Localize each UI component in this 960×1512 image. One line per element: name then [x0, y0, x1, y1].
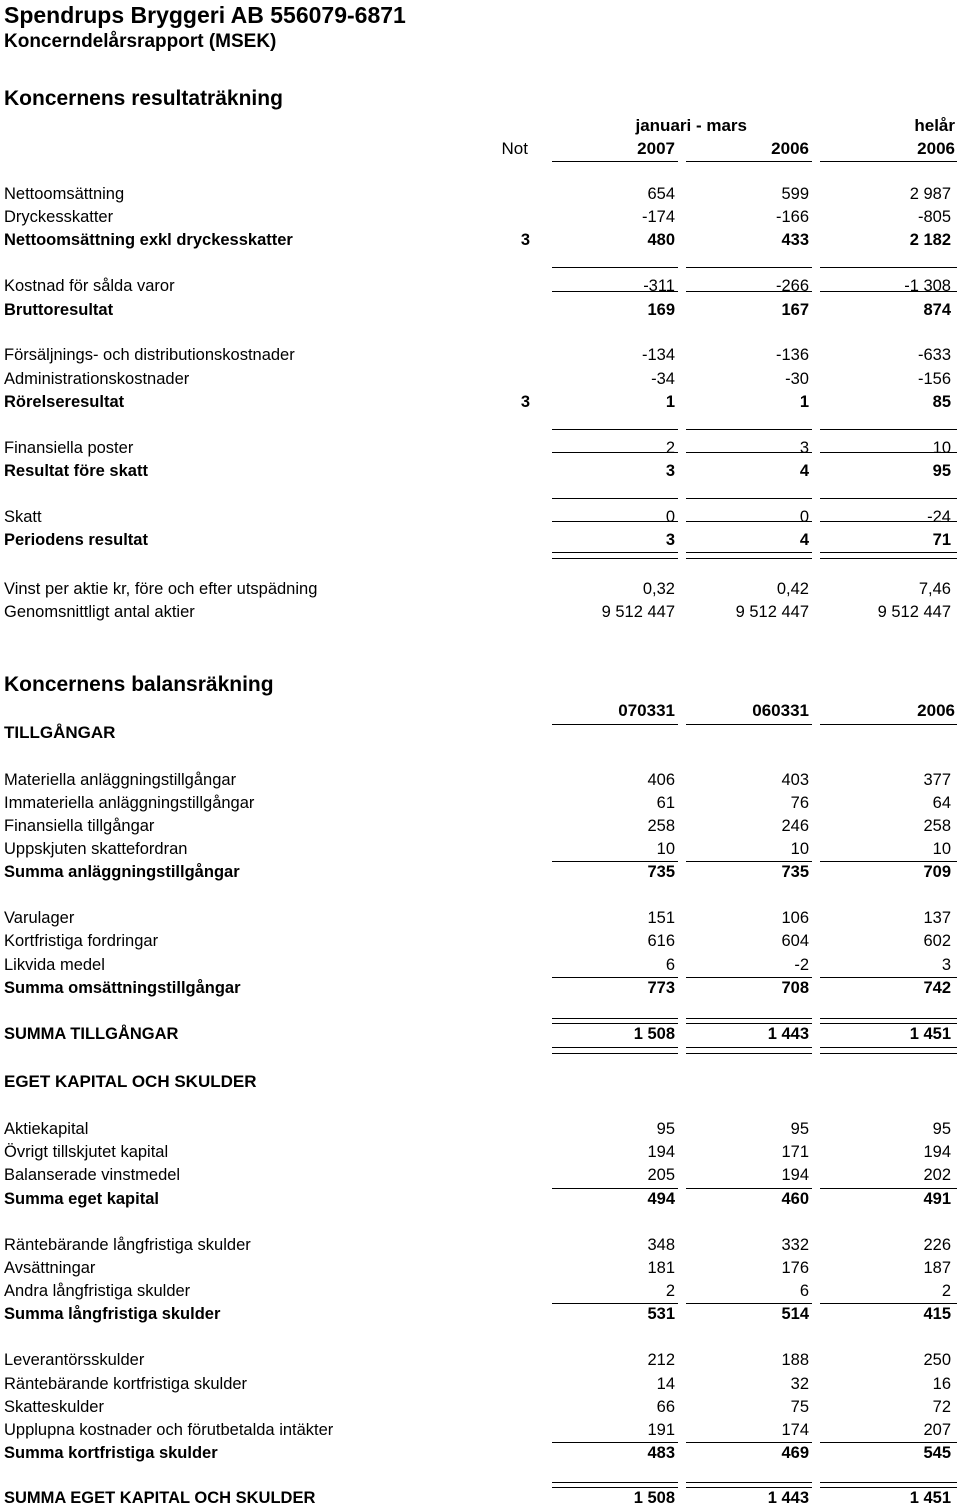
value-col3: 9 512 447 [877, 603, 951, 621]
value-col1: 3 [665, 531, 675, 549]
value-col1: 66 [656, 1398, 675, 1416]
value-col2: 9 512 447 [735, 603, 809, 621]
value-col1: -134 [641, 346, 675, 364]
note-ref: 3 [520, 231, 530, 249]
underline-rule [820, 552, 957, 553]
value-col1: 191 [647, 1421, 675, 1439]
underline-rule [686, 1018, 812, 1019]
income-row [0, 578, 960, 600]
underline-rule [820, 452, 957, 453]
income-row [0, 275, 960, 297]
year-label: helår [914, 116, 955, 135]
value-col1: -174 [641, 208, 675, 226]
value-col2: 76 [790, 794, 809, 812]
underline-rule [552, 558, 678, 559]
value-col1: 531 [647, 1305, 675, 1323]
underline-rule [686, 1188, 812, 1189]
balance-row [0, 1280, 960, 1302]
value-col2: 0,42 [776, 580, 809, 598]
underline-rule [820, 161, 957, 162]
row-label: Periodens resultat [4, 531, 148, 549]
value-col3: 71 [932, 531, 951, 549]
value-col1: 212 [647, 1351, 675, 1369]
row-label: Dryckesskatter [4, 208, 114, 226]
value-col3: 1 451 [909, 1025, 951, 1043]
value-col3: -805 [917, 208, 951, 226]
underline-rule [552, 498, 678, 499]
row-label: Summa anläggningstillgångar [4, 863, 240, 881]
underline-rule [820, 1303, 957, 1304]
underline-rule [686, 521, 812, 522]
value-col2: 10 [790, 840, 809, 858]
value-col3: 415 [923, 1305, 951, 1323]
value-col1: 1 508 [633, 1025, 675, 1043]
underline-rule [686, 161, 812, 162]
underline-rule [820, 724, 957, 725]
value-col3: 7,46 [918, 580, 951, 598]
row-label: Skatteskulder [4, 1398, 104, 1416]
underline-rule [820, 977, 957, 978]
underline-rule [686, 1442, 812, 1443]
row-label: Nettoomsättning [4, 185, 125, 203]
value-col3: 2 [941, 1282, 951, 1300]
value-col3: 545 [923, 1444, 951, 1462]
value-col3: 1 451 [909, 1489, 951, 1507]
balance-row [0, 1442, 960, 1464]
note-ref: 3 [520, 393, 530, 411]
value-col3: 194 [923, 1143, 951, 1161]
value-col2: 514 [781, 1305, 809, 1323]
underline-rule [820, 1487, 957, 1488]
value-col1: 61 [656, 794, 675, 812]
value-col1: 494 [647, 1190, 675, 1208]
value-col3: 85 [932, 393, 951, 411]
underline-rule [686, 724, 812, 725]
row-label: Finansiella tillgångar [4, 817, 155, 835]
row-label: Vinst per aktie kr, före och efter utspädning [4, 580, 318, 598]
value-col3: 207 [923, 1421, 951, 1439]
row-label: Administrationskostnader [4, 370, 190, 388]
balance-row [0, 1257, 960, 1279]
row-label: Genomsnittligt antal aktier [4, 603, 195, 621]
value-col1: 205 [647, 1166, 675, 1184]
underline-rule [686, 452, 812, 453]
row-label: Summa eget kapital [4, 1190, 159, 1208]
value-col2: -2 [794, 956, 809, 974]
row-label: Varulager [4, 909, 75, 927]
value-col3: 10 [932, 840, 951, 858]
balance-row [0, 1188, 960, 1210]
underline-rule [552, 452, 678, 453]
value-col2: 433 [781, 231, 809, 249]
value-col2: 1 443 [767, 1025, 809, 1043]
equity-liabilities-heading: EGET KAPITAL OCH SKULDER [4, 1072, 257, 1091]
balance-row [0, 954, 960, 976]
balance-row [0, 1396, 960, 1418]
row-label: Rörelseresultat [4, 393, 125, 411]
value-col3: 742 [923, 979, 951, 997]
underline-rule [820, 1442, 957, 1443]
value-col2: 1 [799, 393, 809, 411]
value-col3: 64 [932, 794, 951, 812]
value-col2: 176 [781, 1259, 809, 1277]
value-col2: 599 [781, 185, 809, 203]
row-label: Uppskjuten skattefordran [4, 840, 188, 858]
underline-rule [820, 521, 957, 522]
value-col3: 226 [923, 1236, 951, 1254]
value-col3: 602 [923, 932, 951, 950]
value-col1: 654 [647, 185, 675, 203]
value-col2: 4 [799, 462, 809, 480]
value-col1: 194 [647, 1143, 675, 1161]
value-col1: 9 512 447 [601, 603, 675, 621]
row-label: Aktiekapital [4, 1120, 89, 1138]
assets-heading: TILLGÅNGAR [4, 723, 116, 742]
underline-rule [686, 1303, 812, 1304]
value-col2: 246 [781, 817, 809, 835]
underline-rule [552, 1023, 678, 1024]
underline-rule [552, 291, 678, 292]
value-col2: 106 [781, 909, 809, 927]
underline-rule [820, 1018, 957, 1019]
value-col2: 174 [781, 1421, 809, 1439]
underline-rule [552, 724, 678, 725]
value-col2: 188 [781, 1351, 809, 1369]
value-col1: 2 [665, 439, 675, 457]
underline-rule [552, 1018, 678, 1019]
row-label: Övrigt tillskjutet kapital [4, 1143, 169, 1161]
underline-rule [820, 267, 957, 268]
balance-row [0, 1487, 960, 1509]
value-col1: 735 [647, 863, 675, 881]
row-label: Immateriella anläggningstillgångar [4, 794, 255, 812]
balance-row [0, 1349, 960, 1371]
underline-rule [820, 1188, 957, 1189]
value-col2: 332 [781, 1236, 809, 1254]
value-col3: 137 [923, 909, 951, 927]
value-col1: 181 [647, 1259, 675, 1277]
row-label: Summa långfristiga skulder [4, 1305, 221, 1323]
value-col2: 708 [781, 979, 809, 997]
value-col3: -633 [917, 346, 951, 364]
value-col1: 3 [665, 462, 675, 480]
balance-row [0, 1303, 960, 1325]
balance-row [0, 1164, 960, 1186]
balance-row [0, 769, 960, 791]
underline-rule [552, 552, 678, 553]
balance-row [0, 861, 960, 883]
value-col2: 1 443 [767, 1489, 809, 1507]
value-col1: 0,32 [642, 580, 675, 598]
balance-row [0, 1419, 960, 1441]
value-col3: 874 [923, 301, 951, 319]
underline-rule [552, 1188, 678, 1189]
report-subtitle: Koncerndelårsrapport (MSEK) [4, 31, 277, 52]
value-col2: 0 [799, 508, 809, 526]
value-col3: 709 [923, 863, 951, 881]
value-col1: 10 [656, 840, 675, 858]
balance-row [0, 815, 960, 837]
income-row [0, 368, 960, 390]
row-label: Försäljnings- och distributionskostnader [4, 346, 295, 364]
underline-rule [686, 558, 812, 559]
value-col2: 171 [781, 1143, 809, 1161]
row-label: Räntebärande kortfristiga skulder [4, 1375, 248, 1393]
row-label: Resultat före skatt [4, 462, 148, 480]
value-col2: 460 [781, 1190, 809, 1208]
income-row [0, 206, 960, 228]
underline-rule [686, 1023, 812, 1024]
value-col1: 0 [665, 508, 675, 526]
row-label: Likvida medel [4, 956, 105, 974]
underline-rule [820, 861, 957, 862]
value-col3: -156 [917, 370, 951, 388]
company-title: Spendrups Bryggeri AB 556079-6871 [4, 2, 406, 28]
income-row [0, 344, 960, 366]
row-label: Skatt [4, 508, 42, 526]
row-label: Summa omsättningstillgångar [4, 979, 241, 997]
value-col1: 6 [665, 956, 675, 974]
underline-rule [552, 521, 678, 522]
income-row [0, 529, 960, 551]
value-col2: 95 [790, 1120, 809, 1138]
row-label: Leverantörsskulder [4, 1351, 145, 1369]
value-col3: 95 [932, 1120, 951, 1138]
income-row [0, 391, 960, 413]
value-col3: 2 987 [909, 185, 951, 203]
value-col2: 403 [781, 771, 809, 789]
income-col1-header: 2007 [637, 139, 675, 158]
balance-row [0, 1141, 960, 1163]
value-col1: 480 [647, 231, 675, 249]
balance-col2-header: 060331 [752, 701, 809, 720]
value-col3: 491 [923, 1190, 951, 1208]
value-col3: 250 [923, 1351, 951, 1369]
value-col2: 469 [781, 1444, 809, 1462]
value-col3: 3 [941, 956, 951, 974]
underline-rule [552, 1487, 678, 1488]
underline-rule [820, 291, 957, 292]
balance-row [0, 838, 960, 860]
row-label: Kostnad för sålda varor [4, 277, 175, 295]
value-col1: -34 [651, 370, 675, 388]
value-col2: 735 [781, 863, 809, 881]
not-column-header: Not [501, 139, 528, 158]
value-col2: 32 [790, 1375, 809, 1393]
income-row [0, 229, 960, 251]
underline-rule [686, 1487, 812, 1488]
underline-rule [552, 429, 678, 430]
value-col1: 406 [647, 771, 675, 789]
value-col3: 72 [932, 1398, 951, 1416]
row-label: Andra långfristiga skulder [4, 1282, 191, 1300]
underline-rule [820, 1047, 957, 1048]
row-label: Bruttoresultat [4, 301, 114, 319]
underline-rule [552, 861, 678, 862]
value-col3: -1 308 [904, 277, 951, 295]
row-label: Summa kortfristiga skulder [4, 1444, 218, 1462]
value-col3: 10 [932, 439, 951, 457]
income-row [0, 601, 960, 623]
row-label: Materiella anläggningstillgångar [4, 771, 237, 789]
underline-rule [820, 1023, 957, 1024]
row-label: Räntebärande långfristiga skulder [4, 1236, 251, 1254]
value-col3: 16 [932, 1375, 951, 1393]
underline-rule [552, 161, 678, 162]
value-col2: 167 [781, 301, 809, 319]
underline-rule [552, 1442, 678, 1443]
row-label: SUMMA TILLGÅNGAR [4, 1025, 179, 1043]
value-col2: 6 [799, 1282, 809, 1300]
row-label: SUMMA EGET KAPITAL OCH SKULDER [4, 1489, 316, 1507]
row-label: Kortfristiga fordringar [4, 932, 159, 950]
income-row [0, 506, 960, 528]
income-row [0, 183, 960, 205]
row-label: Balanserade vinstmedel [4, 1166, 181, 1184]
income-statement-title: Koncernens resultaträkning [4, 87, 283, 110]
balance-row [0, 977, 960, 999]
value-col2: 75 [790, 1398, 809, 1416]
value-col1: 348 [647, 1236, 675, 1254]
value-col1: 1 508 [633, 1489, 675, 1507]
underline-rule [820, 558, 957, 559]
value-col2: 4 [799, 531, 809, 549]
balance-sheet-title: Koncernens balansräkning [4, 673, 274, 696]
underline-rule [686, 1482, 812, 1483]
balance-row [0, 1118, 960, 1140]
value-col1: 616 [647, 932, 675, 950]
value-col1: 258 [647, 817, 675, 835]
value-col3: 187 [923, 1259, 951, 1277]
value-col1: -311 [643, 277, 675, 295]
balance-row [0, 930, 960, 952]
row-label: Nettoomsättning exkl dryckesskatter [4, 231, 293, 249]
row-label: Avsättningar [4, 1259, 96, 1277]
value-col1: 169 [647, 301, 675, 319]
underline-rule [686, 291, 812, 292]
underline-rule [552, 977, 678, 978]
row-label: Upplupna kostnader och förutbetalda intäkter [4, 1421, 334, 1439]
underline-rule [820, 498, 957, 499]
value-col1: 773 [647, 979, 675, 997]
value-col2: 3 [799, 439, 809, 457]
row-label: Finansiella poster [4, 439, 134, 457]
balance-row [0, 792, 960, 814]
value-col3: 377 [923, 771, 951, 789]
underline-rule [686, 861, 812, 862]
value-col3: 258 [923, 817, 951, 835]
income-row [0, 299, 960, 321]
income-row [0, 460, 960, 482]
value-col1: 151 [647, 909, 675, 927]
value-col2: 194 [781, 1166, 809, 1184]
underline-rule [552, 1303, 678, 1304]
income-col2-header: 2006 [771, 139, 809, 158]
balance-row [0, 1023, 960, 1045]
balance-row [0, 1373, 960, 1395]
value-col2: -30 [785, 370, 809, 388]
underline-rule [686, 498, 812, 499]
underline-rule [820, 1482, 957, 1483]
underline-rule [686, 267, 812, 268]
period-label: januari - mars [635, 116, 747, 135]
balance-row [0, 907, 960, 929]
underline-rule [552, 1482, 678, 1483]
value-col1: 14 [656, 1375, 675, 1393]
value-col3: 202 [923, 1166, 951, 1184]
value-col3: -24 [927, 508, 951, 526]
underline-rule [686, 1047, 812, 1048]
underline-rule [552, 1053, 678, 1054]
income-row [0, 437, 960, 459]
underline-rule [820, 429, 957, 430]
underline-rule [686, 552, 812, 553]
underline-rule [686, 429, 812, 430]
value-col2: -266 [775, 277, 809, 295]
underline-rule [552, 267, 678, 268]
underline-rule [686, 977, 812, 978]
balance-col3-header: 2006 [917, 701, 955, 720]
value-col1: 1 [665, 393, 675, 411]
value-col3: 95 [932, 462, 951, 480]
underline-rule [686, 1053, 812, 1054]
value-col1: 483 [647, 1444, 675, 1462]
value-col1: 95 [656, 1120, 675, 1138]
value-col2: 604 [781, 932, 809, 950]
value-col1: 2 [665, 1282, 675, 1300]
balance-row [0, 1234, 960, 1256]
value-col2: -136 [775, 346, 809, 364]
balance-col1-header: 070331 [618, 701, 675, 720]
value-col3: 2 182 [909, 231, 951, 249]
value-col2: -166 [775, 208, 809, 226]
underline-rule [552, 1047, 678, 1048]
underline-rule [820, 1053, 957, 1054]
income-col3-header: 2006 [917, 139, 955, 158]
